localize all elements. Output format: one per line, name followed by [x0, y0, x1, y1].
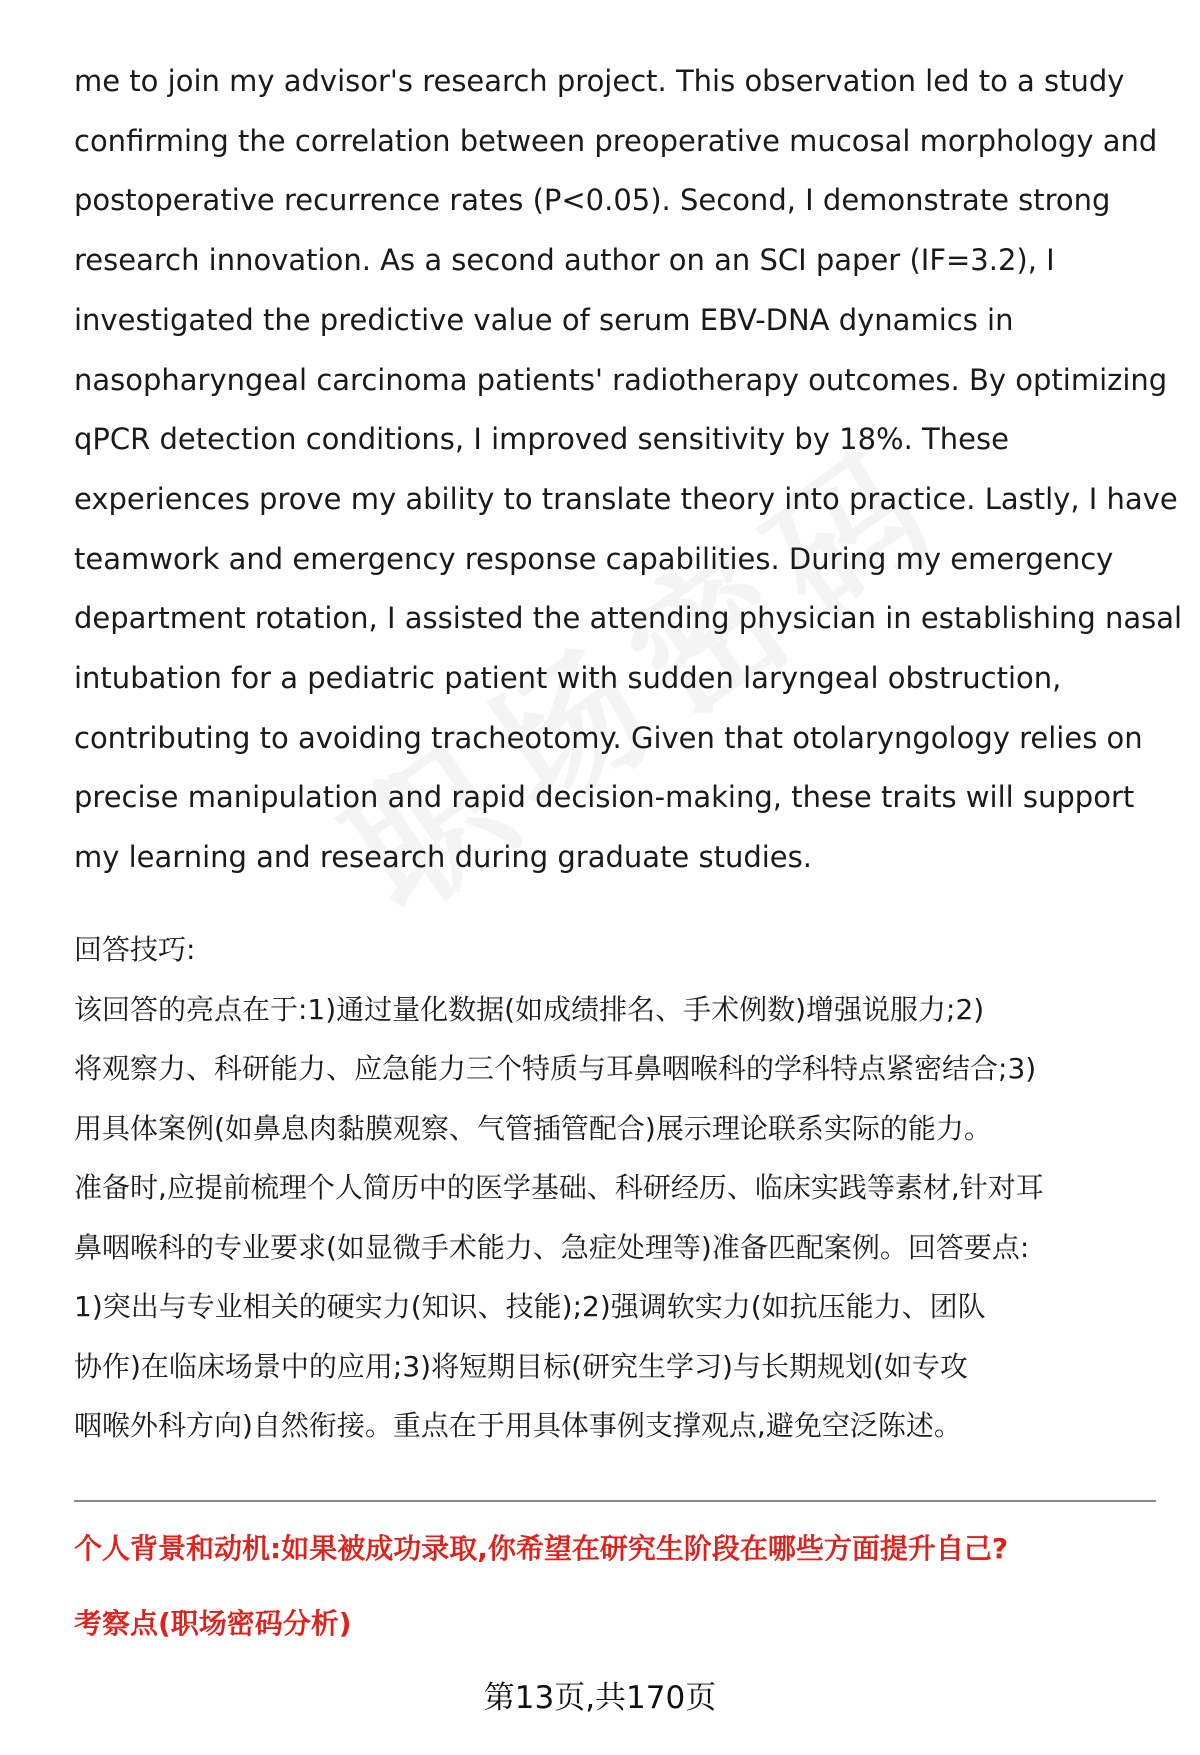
tips-line: 用具体案例(如鼻息肉黏膜观察、气管插管配合)展示理论联系实际的能力。: [74, 1111, 992, 1145]
body-line: teamwork and emergency response capabilities. During my emergency: [74, 541, 1114, 576]
tips-line: 协作)在临床场景中的应用;3)将短期目标(研究生学习)与长期规划(如专攻: [74, 1349, 968, 1383]
page-number: 第13页,共170页: [483, 1680, 717, 1716]
tips-line: 准备时,应提前梳理个人简历中的医学基础、科研经历、临床实践等素材,针对耳: [74, 1171, 1044, 1204]
body-line: qPCR detection conditions, I improved sensitivity by 18%. These: [74, 422, 1009, 457]
section-divider: [74, 1500, 1156, 1502]
body-line: department rotation, I assisted the attending physician in establishing nasal: [74, 601, 1183, 636]
tips-line: 咽喉外科方向)自然衔接。重点在于用具体事例支撑观点,避免空泛陈述。: [74, 1409, 962, 1442]
body-line: intubation for a pediatric patient with sudden laryngeal obstruction,: [74, 661, 1062, 696]
tips-line: 1)突出与专业相关的硬实力(知识、技能);2)强调软实力(如抗压能力、团队: [74, 1290, 986, 1323]
body-line: investigated the predictive value of serum EBV-DNA dynamics in: [74, 302, 1014, 337]
answer-tips-section: [74, 920, 1154, 1456]
body-line: experiences prove my ability to translate theory into practice. Lastly, I have: [74, 481, 1178, 516]
next-question-heading: 个人背景和动机:如果被成功录取,你希望在研究生阶段在哪些方面提升自己?: [74, 1532, 1009, 1565]
body-line: contributing to avoiding tracheotomy. Given that otolaryngology relies on: [74, 720, 1143, 755]
body-line: research innovation. As a second author on an SCI paper (IF=3.2), I: [74, 243, 1055, 278]
tips-line: 鼻咽喉科的专业要求(如显微手术能力、急症处理等)准备匹配案例。回答要点:: [74, 1230, 1030, 1264]
tips-line: 将观察力、科研能力、应急能力三个特质与耳鼻咽喉科的学科特点紧密结合;3): [74, 1052, 1037, 1085]
body-line: precise manipulation and rapid decision-making, these traits will support: [74, 780, 1135, 815]
tips-line: 该回答的亮点在于:1)通过量化数据(如成绩排名、手术例数)增强说服力;2): [74, 992, 985, 1026]
body-line: my learning and research during graduate studies.: [74, 840, 812, 875]
body-line: postoperative recurrence rates (P<0.05). Second, I demonstrate strong: [74, 183, 1111, 218]
body-line: me to join my advisor's research project. This observation led to a study: [74, 64, 1125, 98]
body-line: confirming the correlation between preoperative mucosal morphology and: [74, 123, 1158, 158]
tips-title: 回答技巧:: [74, 933, 196, 966]
exam-point-heading: 考察点(职场密码分析): [74, 1607, 352, 1640]
body-line: nasopharyngeal carcinoma patients' radiotherapy outcomes. By optimizing: [74, 362, 1168, 397]
answer-body: [74, 52, 1183, 888]
